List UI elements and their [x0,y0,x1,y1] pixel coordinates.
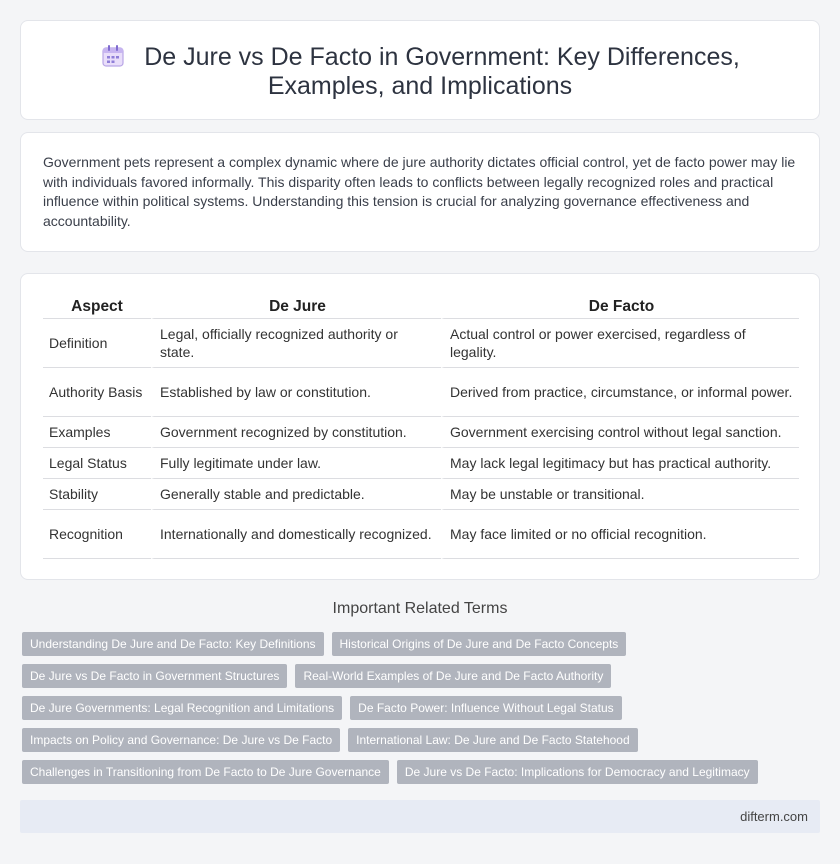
page-title: De Jure vs De Facto in Government: Key Differences, Examples, and Implications [144,43,740,100]
related-term-tag[interactable]: Understanding De Jure and De Facto: Key Definitions [22,632,324,656]
de-facto-cell: May be unstable or transitional. [441,479,799,510]
de-jure-cell: Government recognized by constitution. [151,417,441,448]
de-facto-cell: Derived from practice, circumstance, or informal power. [441,368,799,417]
intro-paragraph: Government pets represent a complex dynamic where de jure authority dictates official control, yet de facto power may lie with individuals favored informally. This disparity often leads to conflicts between legally recognized roles and practical influence within political systems. Understanding this tension is crucial for analyzing governance effectiveness and accountability. [43,154,796,229]
related-term-tag[interactable]: Impacts on Policy and Governance: De Jure vs De Facto [22,728,340,752]
aspect-cell: Legal Status [43,448,151,479]
table-row [43,479,799,510]
aspect-cell: Authority Basis [43,368,151,417]
related-term-tag[interactable]: De Jure vs De Facto: Implications for Democracy and Legitimacy [397,760,758,784]
header-de-jure: De Jure [151,294,441,319]
de-jure-cell: Fully legitimate under law. [151,448,441,479]
de-facto-cell: May lack legal legitimacy but has practical authority. [441,448,799,479]
footer-site-link[interactable]: difterm.com [740,809,808,824]
related-terms-list [22,632,822,792]
header-card [20,20,820,120]
de-jure-cell: Legal, officially recognized authority or state. [151,319,441,368]
footer [20,800,820,833]
related-term-tag[interactable]: International Law: De Jure and De Facto Statehood [348,728,638,752]
aspect-cell: Recognition [43,510,151,559]
header-de-facto: De Facto [441,294,799,319]
de-jure-cell: Internationally and domestically recognized. [151,510,441,559]
related-term-tag[interactable]: Challenges in Transitioning from De Facto to De Jure Governance [22,760,389,784]
title-wrap [61,43,779,101]
de-facto-cell: Government exercising control without legal sanction. [441,417,799,448]
comparison-table-card [20,273,820,580]
table-row [43,417,799,448]
de-jure-cell: Established by law or constitution. [151,368,441,417]
aspect-cell: Definition [43,319,151,368]
table-row [43,448,799,479]
related-term-tag[interactable]: De Facto Power: Influence Without Legal Status [350,696,621,720]
de-facto-cell: May face limited or no official recognition. [441,510,799,559]
table-header-row [43,294,799,319]
table-row [43,319,799,368]
related-term-tag[interactable]: De Jure Governments: Legal Recognition and Limitations [22,696,342,720]
intro-card [20,132,820,252]
table-row [43,510,799,559]
de-facto-cell: Actual control or power exercised, regardless of legality. [441,319,799,368]
calendar-icon [100,43,126,69]
comparison-table [43,294,799,559]
table-row [43,368,799,417]
related-term-tag[interactable]: Real-World Examples of De Jure and De Facto Authority [295,664,611,688]
related-term-tag[interactable]: Historical Origins of De Jure and De Facto Concepts [332,632,627,656]
header-aspect: Aspect [43,294,151,319]
aspect-cell: Examples [43,417,151,448]
related-terms-title: Important Related Terms [332,600,508,617]
related-term-tag[interactable]: De Jure vs De Facto in Government Structures [22,664,287,688]
de-jure-cell: Generally stable and predictable. [151,479,441,510]
aspect-cell: Stability [43,479,151,510]
